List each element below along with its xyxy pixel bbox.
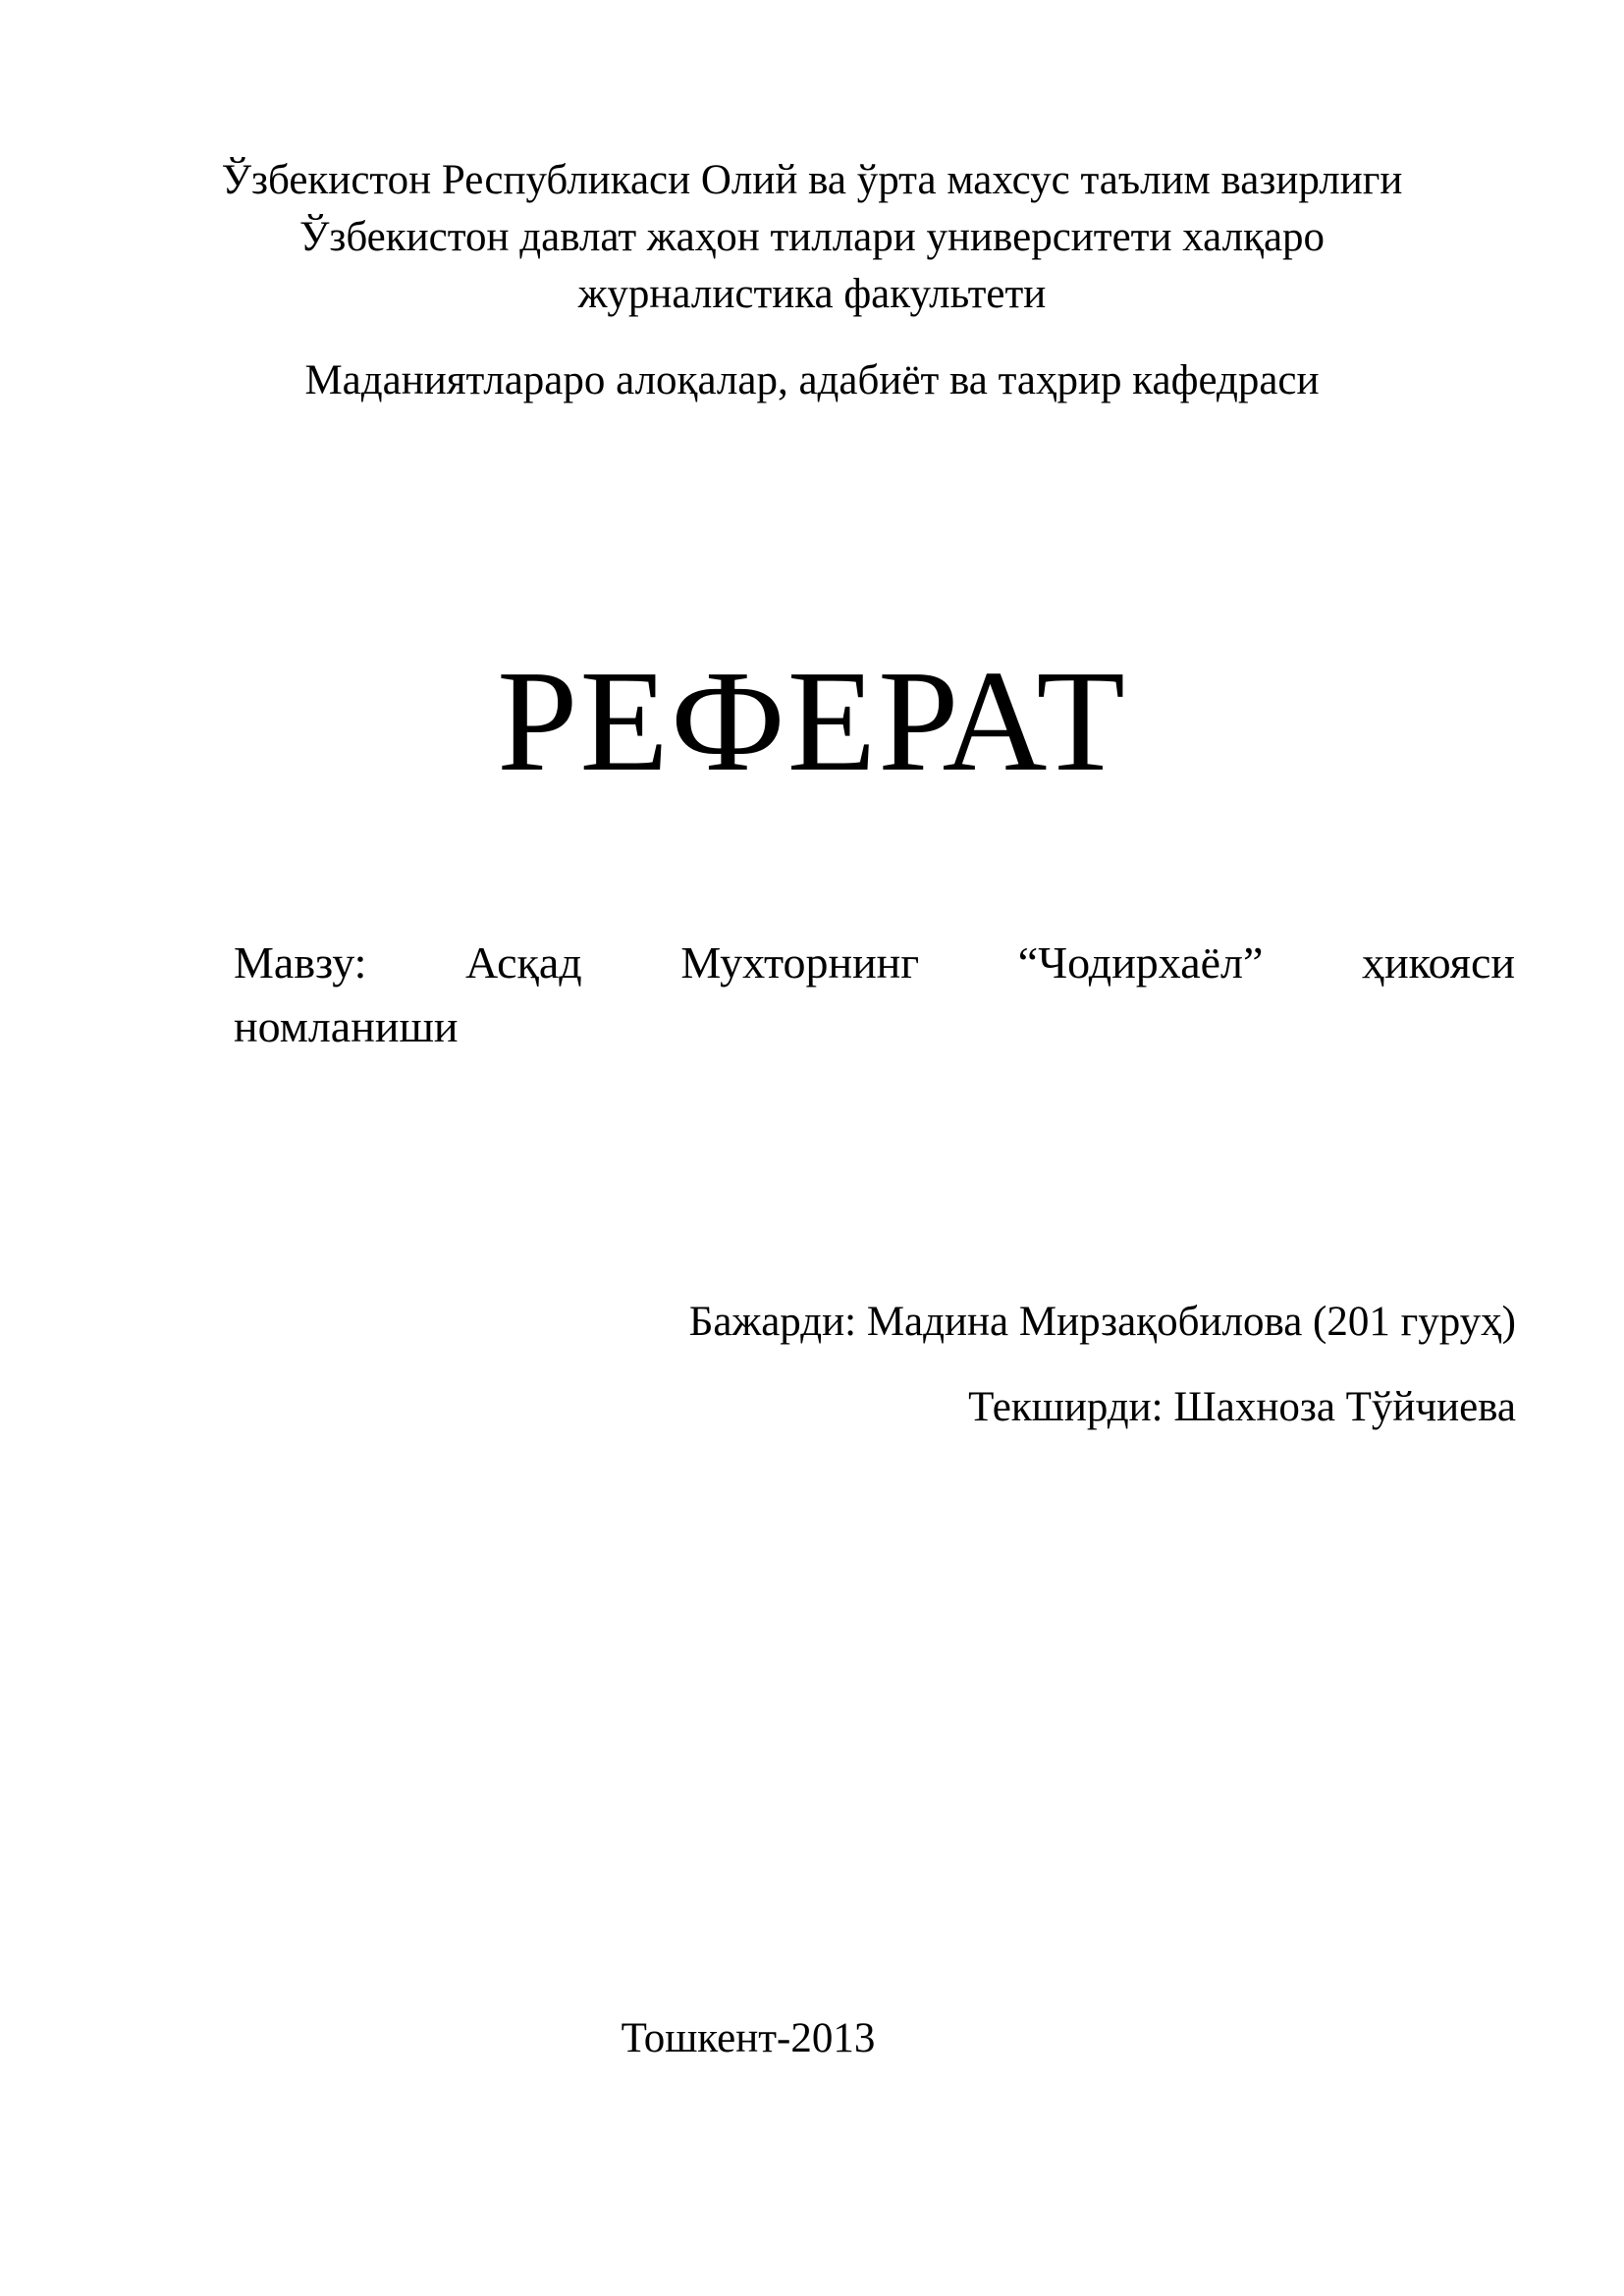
ministry-name: Ўзбекистон Республикаси Олий ва ўрта махсус таълим вазирлиги [221, 157, 1403, 203]
department-name: Маданиятлараро алоқалар, адабиёт ва таҳрир кафедраси [304, 357, 1320, 403]
topic-word: “Чодирхаёл” [1017, 937, 1264, 988]
topic-word: Мавзу: [234, 937, 367, 988]
university-name: Ўзбекистон давлат жаҳон тиллари университети халқаро [298, 214, 1326, 260]
checked-by: Текширди: Шахноза Тўйчиева [968, 1384, 1516, 1430]
city-year: Тошкент-2013 [621, 2015, 876, 2061]
faculty-name: журналистика факультети [577, 271, 1047, 317]
topic-line-2: номланиши [234, 1001, 459, 1051]
topic-word: Асқад [465, 937, 582, 988]
topic-word: ҳикояси [1362, 937, 1515, 988]
topic-line-1 [234, 931, 1515, 994]
performed-by: Бажарди: Мадина Мирзақобилова (201 гуруҳ) [688, 1299, 1516, 1345]
topic-word: Мухторнинг [680, 937, 920, 988]
topic-block [234, 931, 1515, 1058]
document-title: РЕФЕРАТ [497, 641, 1127, 802]
